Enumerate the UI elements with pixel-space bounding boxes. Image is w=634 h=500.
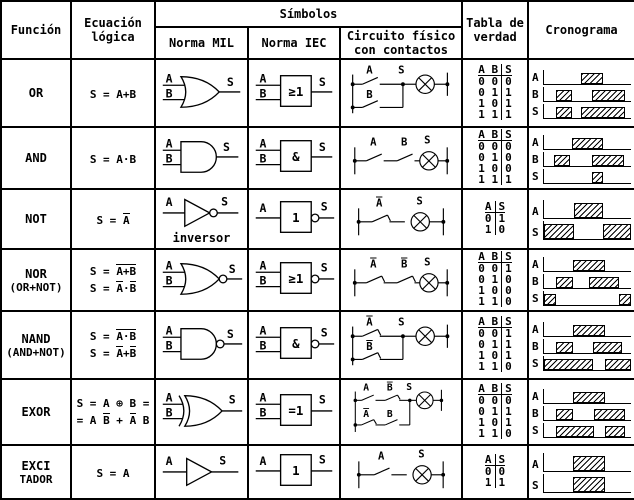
cronograma-cell [528,249,634,311]
lamp-icon [416,75,434,93]
inversion-bubble [311,275,319,283]
input-b-label: B [259,405,267,420]
input-a-label: A [259,201,267,216]
funcion-name: EXOR [21,405,51,419]
header-simbolos: Símbolos [155,1,462,27]
iec-symbol-cell [248,379,340,445]
funcion-subname: (OR+NOT) [9,280,63,294]
output-s-label: S [318,392,326,407]
output-s-label: S [318,140,326,155]
header-cronograma: Cronograma [528,1,634,59]
truth-table: A B S 0 0 0 0 1 1 1 0 1 1 1 0 [478,382,512,440]
output-s-label: S [222,140,230,155]
nand-contact-circuit [343,313,459,373]
row-exor [1,379,634,445]
cronograma-cell [528,189,634,249]
funcion-name: AND [25,151,47,165]
lamp-icon [413,466,431,484]
input-a-label: A [165,454,173,469]
lamp-s-label: S [418,448,425,461]
or-gate-mil-symbol [158,69,246,113]
header-circuito [340,27,462,59]
cronograma-cell [528,127,634,189]
circuito-cell [340,379,462,445]
lamp-icon [420,152,438,170]
and-gate-mil-symbol [158,134,246,178]
output-s-label: S [226,75,234,90]
funcion-name: EXCI [21,458,51,473]
output-s-label: S [320,199,328,214]
buffer-contact-circuit [343,447,459,493]
buffer-gate-iec-symbol [250,448,338,492]
or-gate-body [180,77,218,108]
funcion-cell [1,189,71,249]
input-a-label: A [165,258,173,273]
lamp-s-label: S [398,63,405,77]
mil-symbol-cell [155,445,248,499]
funcion-cell [1,127,71,189]
inversion-bubble [311,340,319,348]
timing-diagram: A S [530,450,633,494]
ecuacion-excitador: S = A [96,467,130,480]
ecuacion-exor: S = A ⊕ B = = A B + A B [76,397,150,427]
input-b-label: B [165,405,173,420]
funcion-name: NOR [25,266,47,281]
switch-notb-label: B̅ [366,339,373,353]
lamp-icon [416,327,434,345]
input-a-label: A [165,71,173,86]
input-a-label: A [165,195,173,210]
ecuacion-cell [71,189,155,249]
switch-a-label: A [378,450,385,463]
switch-a-label: A [370,136,377,149]
header-ecuacion-line1: Ecuación [84,16,142,30]
iec-symbol-cell [248,59,340,127]
funcion-name: NOT [25,212,47,226]
lamp-s-label: S [398,315,405,329]
ecuacion-cell [71,445,155,499]
truth-table-cell [462,127,528,189]
circuito-cell [340,189,462,249]
input-b-label: B [259,151,267,166]
circuito-cell [340,59,462,127]
input-a-label: A [259,136,267,151]
truth-table: A B S 0 0 1 0 1 1 1 0 1 1 1 0 [478,315,512,373]
header-circuito-line1: Circuito físico [346,29,456,43]
input-a-label: A [165,136,173,151]
funcion-cell [1,249,71,311]
circuito-cell [340,127,462,189]
output-s-label: S [220,194,228,209]
input-a-label: A [259,258,267,273]
lamp-icon [420,274,438,292]
iec-nand-label: & [292,335,300,351]
header-norma-iec: Norma IEC [248,27,340,59]
exor-gate-mil-symbol [158,388,246,432]
switch-nota-label: A̅ [375,197,383,210]
switch-nota-label: A̅ [366,315,373,329]
input-b-label: B [259,86,267,101]
not-gate-body [184,200,209,227]
input-b-label: B [259,273,267,288]
ecuacion-or: S = A+B [89,88,137,101]
mil-symbol-cell [155,59,248,127]
header-tabla-line1: Tabla de [466,16,524,30]
inversor-caption: inversor [172,231,231,245]
ecuacion-cell [71,249,155,311]
output-s-label: S [228,262,236,277]
row-not [1,189,634,249]
not-gate-mil-symbol [158,193,246,229]
truth-table-cell [462,249,528,311]
nor-gate-mil-symbol [158,256,246,300]
lamp-icon [411,213,429,231]
lamp-s-label: S [424,134,431,147]
lamp-s-label: S [406,381,413,393]
switch-b-label: B [386,409,393,421]
header-ecuacion-line2: lógica [91,30,135,44]
switch-notb-label: B̅ [386,382,393,394]
exor-extra-curve [179,396,184,427]
cronograma-cell [528,379,634,445]
input-b-label: B [165,86,173,101]
not-gate-iec-symbol [250,195,338,239]
lamp-icon [416,392,433,409]
nor-gate-body [180,264,218,295]
iec-or-label: ≥1 [288,83,304,99]
timing-diagram: A B S [530,319,633,372]
truth-table-cell [462,311,528,379]
cronograma-cell [528,59,634,127]
input-a-label: A [259,454,267,469]
header-circuito-line2: con contactos [354,43,448,57]
funcion-subname: (AND+NOT) [6,345,66,359]
output-s-label: S [320,325,328,340]
timing-diagram: A B S [530,132,633,185]
mil-symbol-cell [155,379,248,445]
iec-buffer-label: 1 [292,462,300,478]
ecuacion-cell [71,311,155,379]
iec-symbol-cell [248,445,340,499]
lamp-s-label: S [424,256,431,269]
output-s-label: S [318,75,326,90]
iec-nor-label: ≥1 [288,270,304,286]
input-b-label: B [259,338,267,353]
funcion-cell [1,379,71,445]
header-tabla-verdad [462,1,528,59]
circuito-cell [340,311,462,379]
funcion-name: OR [28,86,44,100]
switch-b-label: B [366,87,373,101]
circuito-cell [340,249,462,311]
nor-contact-circuit [343,252,459,304]
buffer-gate-mil-symbol [158,450,246,490]
buffer-gate-body [186,459,211,486]
output-s-label: S [218,453,226,468]
cronograma-cell [528,311,634,379]
funcion-cell [1,311,71,379]
iec-symbol-cell [248,249,340,311]
input-b-label: B [165,338,173,353]
switch-notb-label: B̅ [401,258,408,271]
input-a-label: A [259,323,267,338]
switch-a-label: A [366,63,373,77]
truth-table: A B S 0 0 0 0 1 1 1 0 1 1 1 1 [478,63,512,121]
iec-symbol-cell [248,127,340,189]
ecuacion-cell [71,127,155,189]
exor-gate-body [184,396,221,427]
and-contact-circuit [343,130,459,182]
timing-diagram: A B S [530,386,633,439]
header-norma-mil: Norma MIL [155,27,248,59]
mil-symbol-cell [155,127,248,189]
iec-and-label: & [292,148,300,164]
not-contact-circuit [343,191,459,243]
inversion-bubble [216,340,224,348]
inversion-bubble [209,209,217,217]
truth-table: A S 0 1 1 0 [484,200,506,236]
ecuacion-nor: S = A+B S = A·B [89,265,137,295]
or-gate-iec-symbol [250,69,338,113]
input-a-label: A [165,390,173,405]
switch-b-label: B [401,136,408,149]
output-s-label: S [320,260,328,275]
input-a-label: A [165,323,173,338]
timing-diagram: A S [530,197,633,241]
mil-symbol-cell [155,249,248,311]
funcion-subname: TADOR [19,472,53,486]
ecuacion-nand: S = A·B S = A+B [89,330,137,360]
iec-symbol-cell [248,311,340,379]
nand-gate-mil-symbol [158,321,246,365]
switch-nota-label: A̅ [370,258,377,271]
funcion-name: NAND [21,331,51,346]
input-a-label: A [259,390,267,405]
truth-table: A B S 0 0 0 0 1 0 1 0 0 1 1 1 [478,128,512,186]
header-row-1 [1,1,634,27]
row-and [1,127,634,189]
timing-diagram: A B S [530,67,633,120]
ecuacion-cell [71,379,155,445]
row-nand [1,311,634,379]
and-gate-iec-symbol [250,134,338,178]
mil-symbol-cell [155,311,248,379]
inversion-bubble [219,275,227,283]
truth-table-cell [462,59,528,127]
exor-gate-iec-symbol [250,388,338,432]
or-contact-circuit [343,61,459,121]
switch-nota-label: A̅ [363,409,370,421]
output-s-label: S [318,452,326,467]
nand-gate-iec-symbol [250,321,338,365]
header-ecuacion [71,1,155,59]
inversion-bubble [311,214,319,222]
ecuacion-not: S = A [96,214,130,227]
iec-exor-label: =1 [288,402,304,418]
truth-table: A B S 0 0 1 0 1 0 1 0 0 1 1 0 [478,250,512,308]
nand-gate-body [180,329,215,360]
timing-diagram: A B S [530,254,633,307]
row-excitador [1,445,634,499]
exor-contact-circuit [348,381,454,439]
iec-not-label: 1 [292,209,300,225]
mil-symbol-cell [155,189,248,249]
output-s-label: S [228,392,236,407]
circuito-cell [340,445,462,499]
header-tabla-line2: verdad [473,30,517,44]
ecuacion-and: S = A·B [89,153,137,166]
truth-table-cell [462,379,528,445]
header-funcion: Función [1,1,71,59]
iec-symbol-cell [248,189,340,249]
nor-gate-iec-symbol [250,256,338,300]
funcion-cell [1,59,71,127]
input-b-label: B [165,273,173,288]
output-s-label: S [226,327,234,342]
switch-a-label: A [363,382,370,394]
ecuacion-cell [71,59,155,127]
truth-table: A S 0 0 1 1 [484,453,506,489]
input-a-label: A [259,71,267,86]
funcion-cell [1,445,71,499]
cronograma-cell [528,445,634,499]
row-nor [1,249,634,311]
row-or [1,59,634,127]
truth-table-cell [462,445,528,499]
truth-table-cell [462,189,528,249]
lamp-s-label: S [416,195,423,208]
and-gate-body [180,142,215,173]
input-b-label: B [165,151,173,166]
